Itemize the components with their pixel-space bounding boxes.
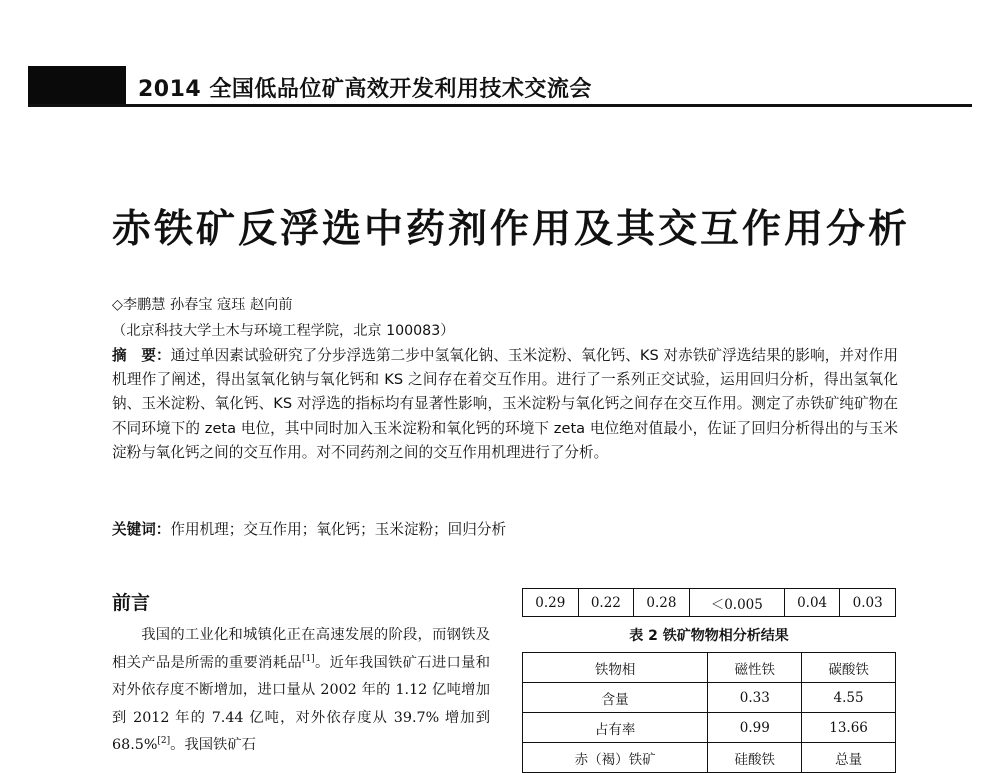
table-cell: 占有率 <box>523 713 708 743</box>
table-cell: 0.33 <box>708 683 802 713</box>
table-cell: 赤（褐）铁矿 <box>523 743 708 773</box>
section-heading: 前言 <box>112 592 151 614</box>
table-row <box>523 683 896 713</box>
paper-authors: ◇李鹏慧 孙春宝 寇珏 赵向前 <box>112 297 293 313</box>
body-text-1: 我国的工业化和城镇化正在高速发展的阶段，而钢铁及相关产品是所需的重要消耗品 <box>112 627 490 671</box>
table-cell: 0.22 <box>578 589 634 617</box>
table-cell: 13.66 <box>802 713 896 743</box>
table-cell: 0.28 <box>634 589 690 617</box>
conference-header-title: 2014 全国低品位矿高效开发利用技术交流会 <box>138 77 592 102</box>
table-cell: 0.29 <box>523 589 579 617</box>
body-text-3: 。我国铁矿石 <box>170 737 256 753</box>
table-cell: 磁性铁 <box>708 653 802 683</box>
paper-affiliation: （北京科技大学土木与环境工程学院，北京 100083） <box>112 323 455 339</box>
table-cell: 总量 <box>802 743 896 773</box>
keywords <box>112 518 506 539</box>
header-black-block <box>28 66 126 104</box>
keywords-text: 作用机理；交互作用；氧化钙；玉米淀粉；回归分析 <box>170 521 507 538</box>
abstract-text: 通过单因素试验研究了分步浮选第二步中氢氧化钠、玉米淀粉、氧化钙、KS 对赤铁矿浮选结果的影响，并对作用机理作了阐述，得出氢氧化钠与氧化钙和 KS 之间存在着交互作用。进行了一系列正交试验，运用回归分析，得出氢氧化钠、玉米淀粉、氧化钙、KS 对浮选的指标均有显著性影响，玉米淀粉与氧化钙之间存在交互作用。测定了赤铁矿纯矿物在不同环境下的 zeta 电位，其中同时加入玉米淀粉和氧化钙的环境下 zeta 电位绝对值最小，佐证了回归分析得出的与玉米淀粉与氧化钙之间的交互作用。对不同药剂之间的交互作用机理进行了分析。 <box>112 347 898 461</box>
table-cell: 0.04 <box>784 589 840 617</box>
table-row <box>523 743 896 773</box>
table-row <box>523 589 896 617</box>
table-cell: 含量 <box>523 683 708 713</box>
table-caption: 表 2 铁矿物物相分析结果 <box>629 628 789 644</box>
paper-title: 赤铁矿反浮选中药剂作用及其交互作用分析 <box>112 207 911 252</box>
body-text-2: 。近年我国铁矿石进口量和对外依存度不断增加，进口量从 2002 年的 1.12 亿吨增加到 2012 年的 7.44 亿吨，对外依存度从 39.7% 增加到 68.5% <box>112 654 491 753</box>
table-top-fragment <box>522 588 896 617</box>
table-cell: 碳酸铁 <box>802 653 896 683</box>
table-cell: 4.55 <box>802 683 896 713</box>
keywords-label: 关键词： <box>112 521 171 538</box>
phase-analysis-table <box>522 652 896 773</box>
abstract <box>112 344 898 465</box>
abstract-label: 摘 要： <box>112 347 171 364</box>
table-row <box>523 713 896 743</box>
body-paragraph <box>112 622 490 760</box>
citation-ref: [2] <box>157 736 171 747</box>
table-cell: 硅酸铁 <box>708 743 802 773</box>
table-cell: ＜0.005 <box>689 589 784 617</box>
header-rule <box>28 104 972 107</box>
table-cell: 铁物相 <box>523 653 708 683</box>
table-row <box>523 653 896 683</box>
citation-ref: [1] <box>301 653 315 664</box>
table-cell: 0.99 <box>708 713 802 743</box>
table-cell: 0.03 <box>840 589 896 617</box>
